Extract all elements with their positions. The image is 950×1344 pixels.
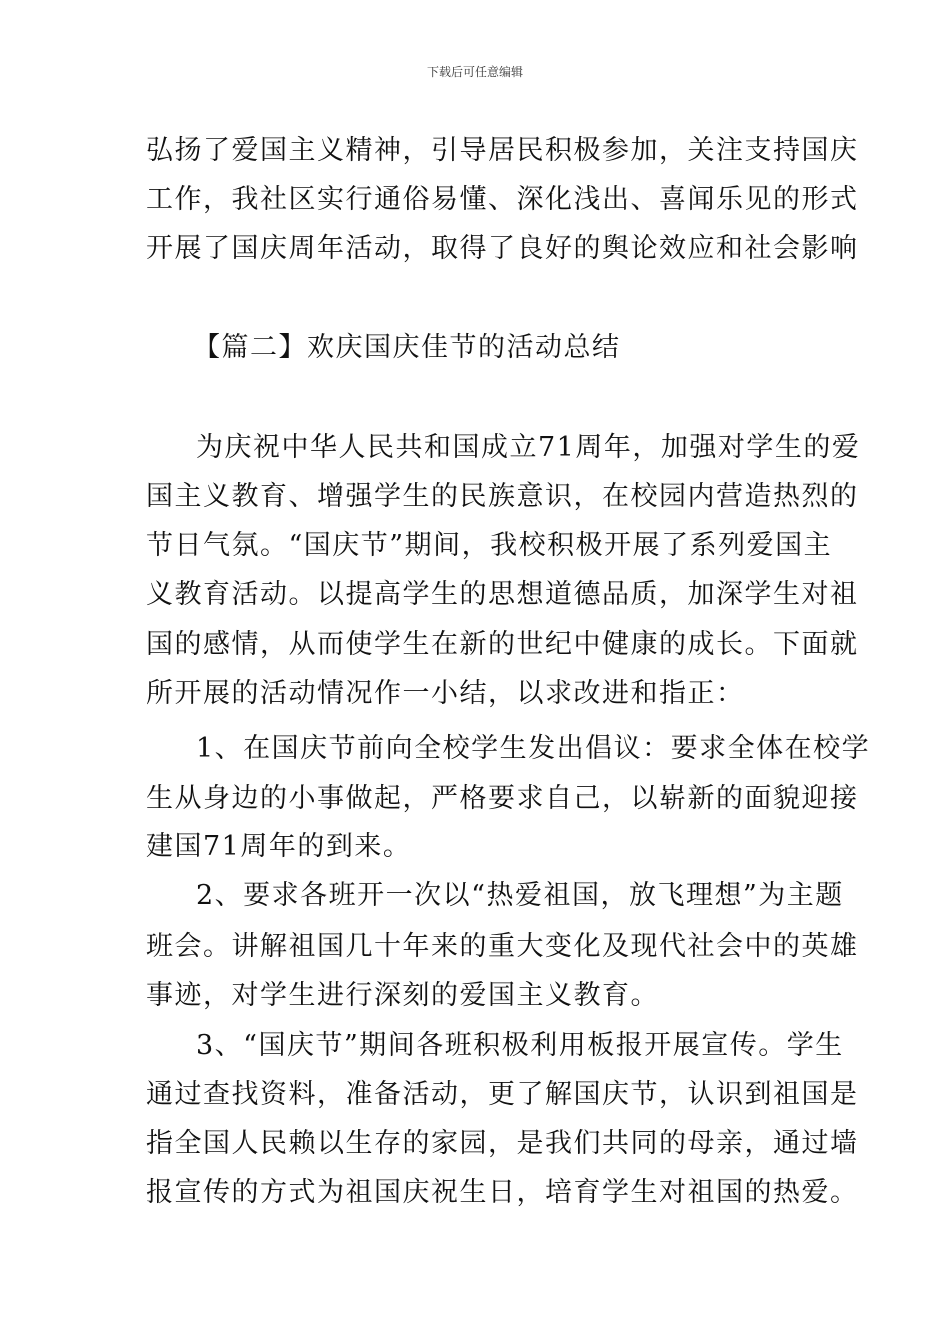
list-item-line: 建国71周年的到来。 xyxy=(146,831,412,862)
intro-line: 开展了国庆周年活动，取得了良好的舆论效应和社会影响 xyxy=(146,233,859,264)
list-item-line: 通过查找资料，准备活动，更了解国庆节，认识到祖国是 xyxy=(146,1079,859,1110)
paragraph-line: 义教育活动。以提高学生的思想道德品质，加深学生对祖 xyxy=(146,579,859,610)
intro-line: 工作，我社区实行通俗易懂、深化浅出、喜闻乐见的形式 xyxy=(146,184,859,215)
list-item-line: 1、在国庆节前向全校学生发出倡议：要求全体在校学 xyxy=(196,733,871,764)
list-item-line: 2、要求各班开一次以“热爱祖国，放飞理想”为主题 xyxy=(196,880,844,911)
list-item-line: 班会。讲解祖国几十年来的重大变化及现代社会中的英雄 xyxy=(146,931,859,962)
list-item-line: 生从身边的小事做起，严格要求自己，以崭新的面貌迎接 xyxy=(146,783,859,814)
list-item-line: 报宣传的方式为祖国庆祝生日，培育学生对祖国的热爱。 xyxy=(146,1177,859,1208)
page-header: 下载后可任意编辑 xyxy=(426,65,523,79)
intro-line: 弘扬了爱国主义精神，引导居民积极参加，关注支持国庆 xyxy=(146,135,859,166)
paragraph-line: 国主义教育、增强学生的民族意识，在校园内营造热烈的 xyxy=(146,481,859,512)
list-item-line: 事迹，对学生进行深刻的爱国主义教育。 xyxy=(146,980,659,1011)
paragraph-line: 国的感情，从而使学生在新的世纪中健康的成长。下面就 xyxy=(146,629,859,660)
section-title: 【篇二】欢庆国庆佳节的活动总结 xyxy=(193,332,621,363)
list-item-line: 3、“国庆节”期间各班积极利用板报开展宣传。学生 xyxy=(196,1030,844,1061)
list-item-line: 指全国人民赖以生存的家园，是我们共同的母亲，通过墙 xyxy=(146,1128,859,1159)
paragraph-line: 为庆祝中华人民共和国成立71周年，加强对学生的爱 xyxy=(196,432,861,463)
paragraph-line: 节日气氛。“国庆节”期间，我校积极开展了系列爱国主 xyxy=(146,530,833,561)
paragraph-line: 所开展的活动情况作一小结，以求改进和指正： xyxy=(146,678,745,709)
